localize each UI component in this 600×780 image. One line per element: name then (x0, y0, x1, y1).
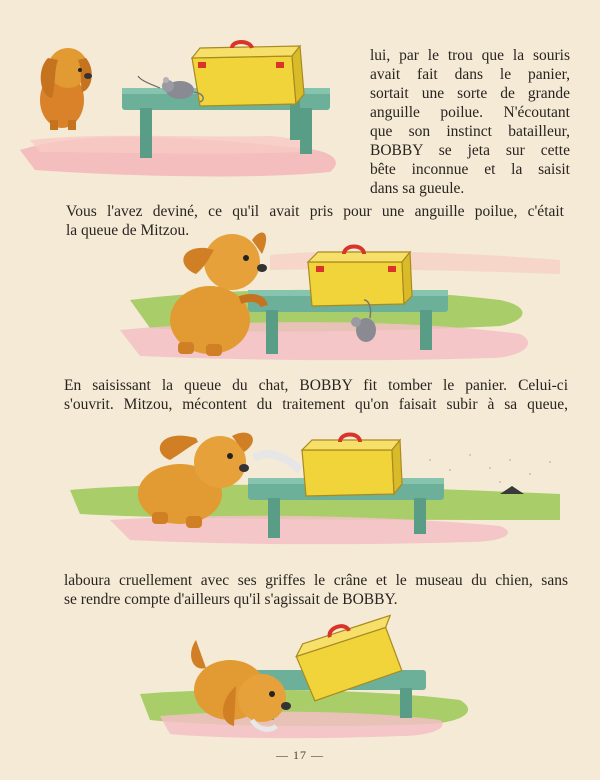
paragraph-2 (66, 202, 564, 240)
basket-1 (192, 42, 304, 106)
paragraph-4 (64, 571, 568, 609)
illustration-3 (70, 433, 560, 545)
paragraph-1 (370, 46, 570, 198)
text-line: anguille poilue. N'écoutant (370, 104, 570, 121)
text-line: bête inconnue et la saisit (370, 161, 570, 178)
text-line: se rendre compte d'ailleurs qu'il s'agissait de BOBBY. (64, 591, 398, 608)
text-line: BOBBY se jeta sur cette (370, 142, 570, 159)
text-line: lui, par le trou que la souris (370, 47, 570, 64)
illustration-4 (140, 610, 468, 738)
basket-2 (308, 247, 412, 307)
basket-3 (302, 435, 402, 497)
text-line: laboura cruellement avec ses griffes le crâne et le museau du chien, sans (64, 572, 568, 589)
text-line: Vous l'avez deviné, ce qu'il avait pris pour une anguille poilue, c'était (66, 203, 564, 220)
paragraph-3 (64, 376, 568, 414)
text-line: dans sa gueule. (370, 180, 465, 197)
illustration-1 (20, 42, 336, 176)
page-number: — 17 — (276, 748, 324, 762)
text-line: que son instinct batailleur, (370, 123, 570, 140)
text-line: sortait une sorte de grande (370, 85, 570, 102)
dog-1 (40, 48, 92, 130)
text-line: avait fait dans le panier, (370, 66, 570, 83)
text-line: s'ouvrit. Mitzou, mécontent du traitement qu'on faisait subir à sa queue, (64, 396, 568, 413)
text-line: En saisissant la queue du chat, BOBBY fit tomber le panier. Celui-ci (64, 377, 568, 394)
text-line: la queue de Mitzou. (66, 222, 190, 239)
illustration-2 (120, 232, 560, 360)
